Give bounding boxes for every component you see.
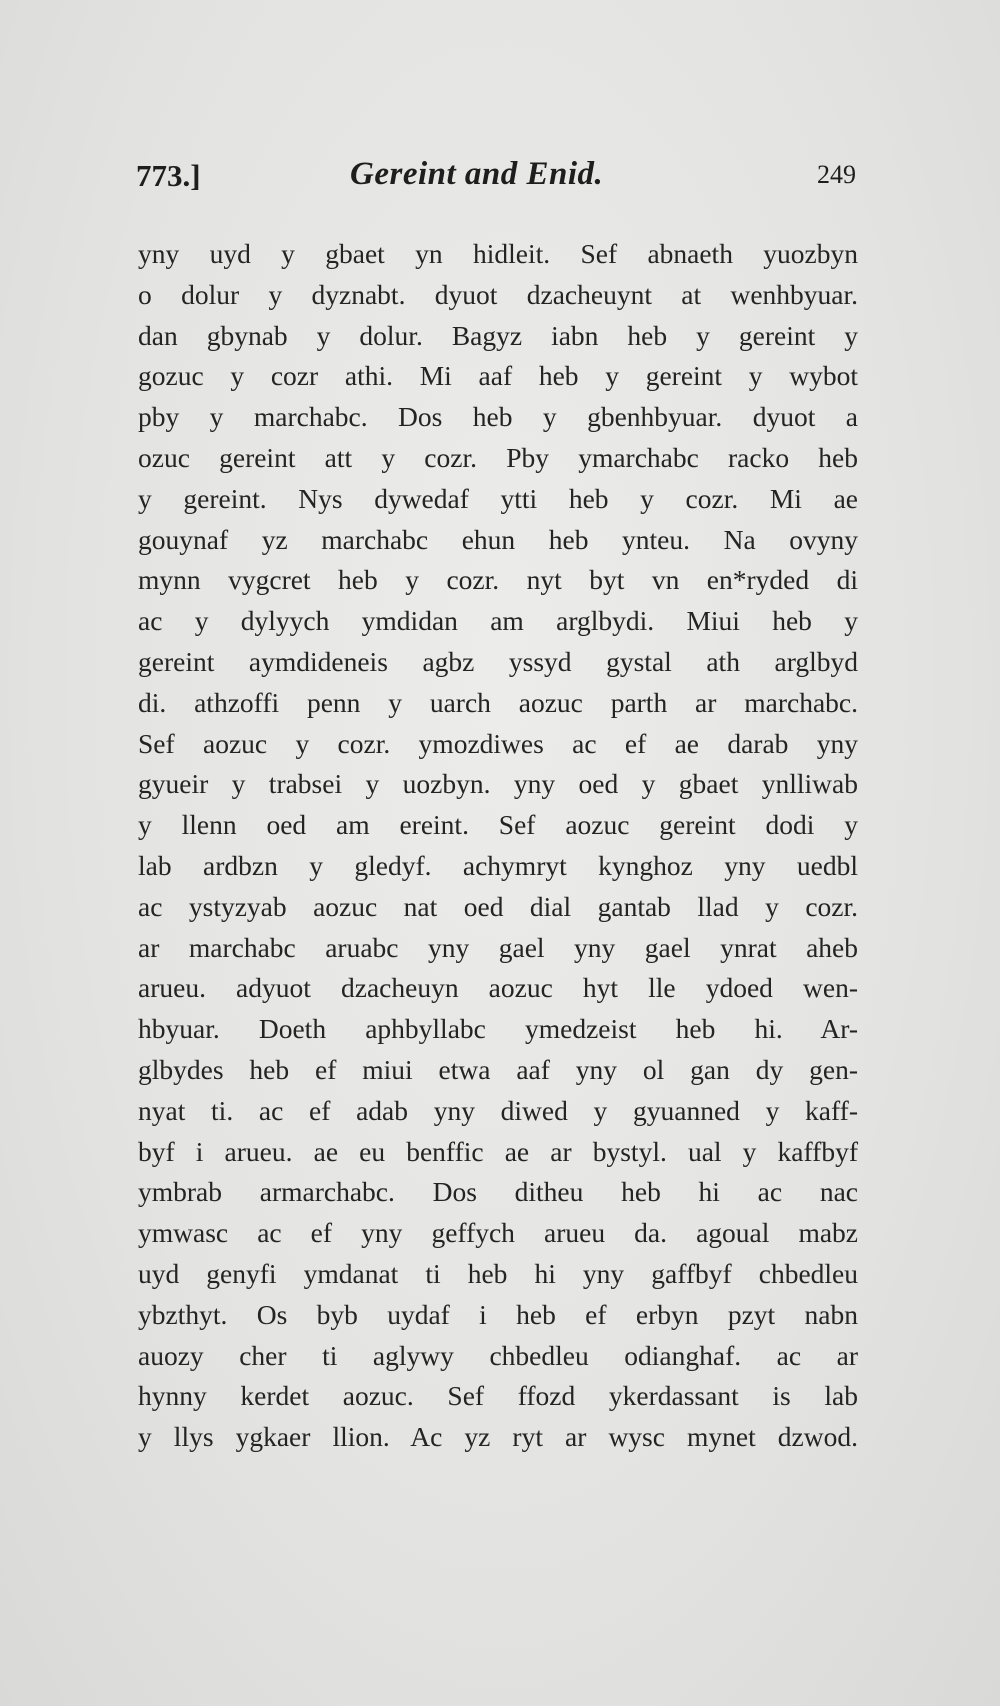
text-line: gyueir y trabsei y uozbyn. yny oed y gbaet ynlliwab [138,768,858,800]
text-line: ac ystyzyab aozuc nat oed dial gantab llad y cozr. [138,890,858,922]
text-line: pby y marchabc. Dos heb y gbenhbyuar. dyuot a [138,401,858,433]
text-line: dan gbynab y dolur. Bagyz iabn heb y gereint y [138,319,858,351]
text-line: mynn vygcret heb y cozr. nyt byt vn en*ryded di [138,564,858,596]
text-line: byf i arueu. ae eu benffic ae ar bystyl. ual y kaffbyf [138,1135,858,1167]
text-line: yny uyd y gbaet yn hidleit. Sef abnaeth yuozbyn [138,238,858,269]
page-number: 249 [817,160,856,189]
running-header [136,158,856,202]
text-line: y gereint. Nys dywedaf ytti heb y cozr. Mi ae [138,482,858,514]
running-title: Gereint and Enid. [350,156,604,192]
text-line: hynny kerdet aozuc. Sef ffozd ykerdassant is lab [138,1380,858,1412]
text-line: ozuc gereint att y cozr. Pby ymarchabc racko heb [138,441,858,473]
text-line: gozuc y cozr athi. Mi aaf heb y gereint y wybot [138,360,858,392]
text-line: glbydes heb ef miui etwa aaf yny ol gan dy gen- [138,1053,858,1085]
text-line: uyd genyfi ymdanat ti heb hi yny gaffbyf chbedleu [138,1257,858,1289]
welsh-text-body [138,234,858,1458]
text-line: di. athzoffi penn y uarch aozuc parth ar marchabc. [138,686,858,718]
text-line: ybzthyt. Os byb uydaf i heb ef erbyn pzyt nabn [138,1298,858,1330]
text-line: ymbrab armarchabc. Dos ditheu heb hi ac nac [138,1176,858,1208]
text-line: ac y dylyych ymdidan am arglbydi. Miui heb y [138,605,858,637]
text-line: lab ardbzn y gledyf. achymryt kynghoz yny uedbl [138,849,858,881]
text-line: hbyuar. Doeth aphbyllabc ymedzeist heb hi. Ar- [138,1013,858,1045]
text-line: ar marchabc aruabc yny gael yny gael ynrat aheb [138,931,858,963]
text-line: y llenn oed am ereint. Sef aozuc gereint dodi y [138,809,858,841]
text-line: o dolur y dyznabt. dyuot dzacheuynt at wenhbyuar. [138,278,858,310]
text-line: nyat ti. ac ef adab yny diwed y gyuanned y kaff- [138,1094,858,1126]
text-line: ymwasc ac ef yny geffych arueu da. agoual mabz [138,1217,858,1249]
text-line: auozy cher ti aglywy chbedleu odianghaf. ac ar [138,1339,858,1371]
text-line: gouynaf yz marchabc ehun heb ynteu. Na ovyny [138,523,858,555]
text-line: Sef aozuc y cozr. ymozdiwes ac ef ae darab yny [138,727,858,759]
folio-reference: 773.] [136,158,201,193]
text-line: arueu. adyuot dzacheuyn aozuc hyt lle ydoed wen- [138,972,858,1004]
text-line: gereint aymdideneis agbz yssyd gystal ath arglbyd [138,645,858,677]
text-line: y llys ygkaer llion. Ac yz ryt ar wysc mynet dzwod. [138,1421,858,1453]
